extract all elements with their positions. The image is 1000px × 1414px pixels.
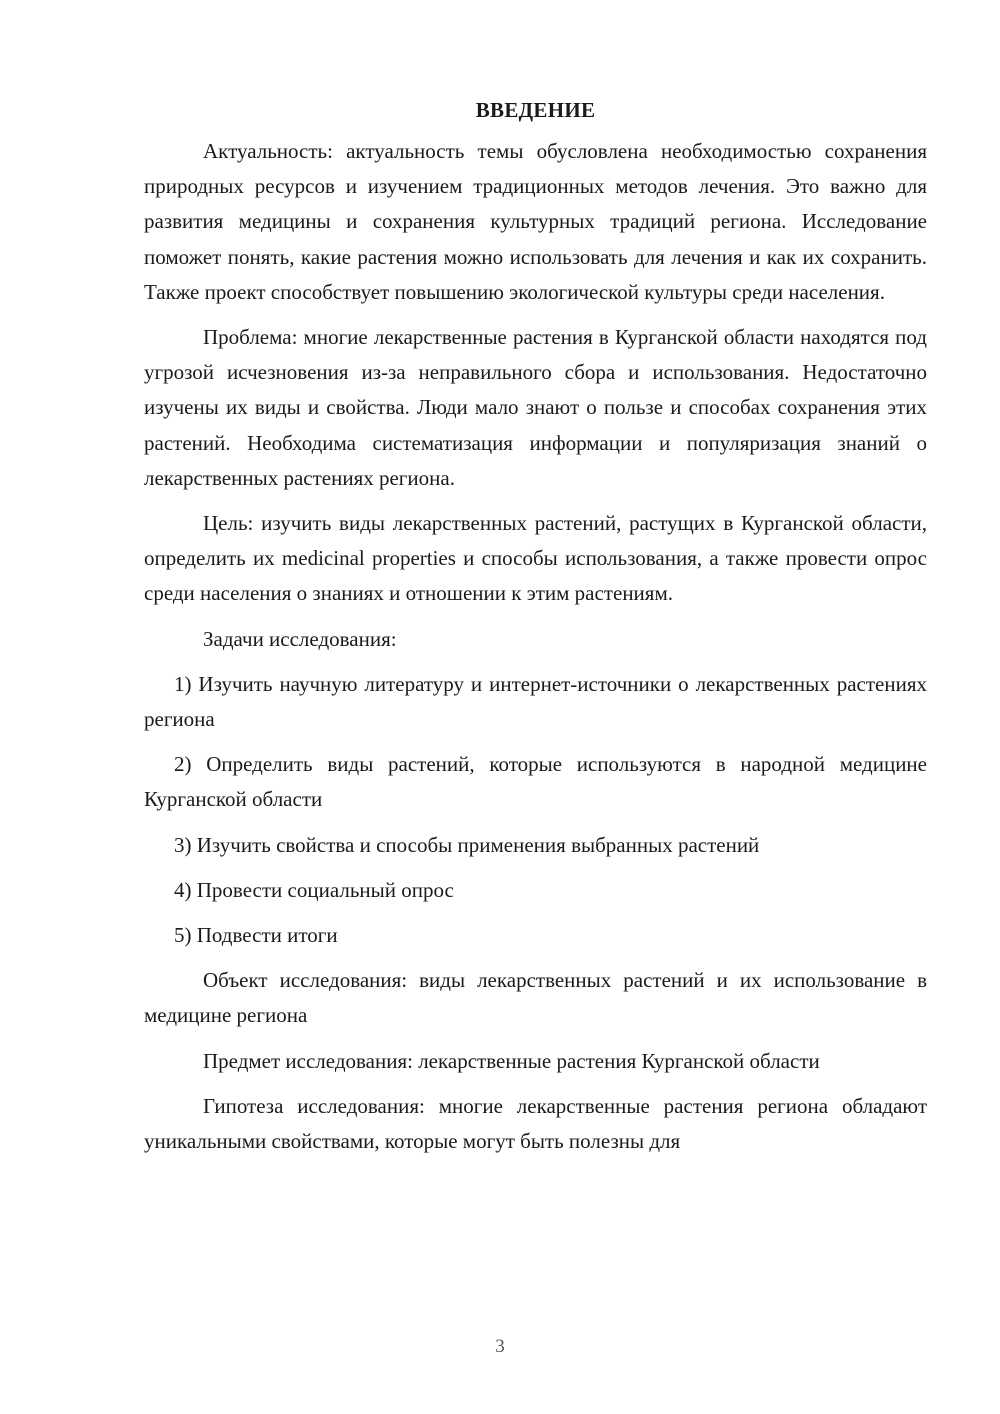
task-item-5: 5) Подвести итоги bbox=[174, 923, 338, 948]
document-page bbox=[144, 96, 927, 1159]
task-item-3: 3) Изучить свойства и способы применения выбранных растений bbox=[174, 832, 760, 857]
page-number: 3 bbox=[495, 1336, 505, 1357]
paragraph-problem: Проблема: многие лекарственные растения в Курганской области находятся под угрозой исчезновения из-за неправильного сбора и использования. Недостаточно изучены их виды и свойства. Люди мало знают о пользе и способах сохранения этих растений. Необходима систематизация информации и популяризация знаний о лекарственных растениях региона. bbox=[144, 325, 927, 490]
section-title: ВВЕДЕНИЕ bbox=[475, 98, 596, 122]
task-item-2: 2) Определить виды растений, которые используются в народной медицине Курганской области bbox=[144, 752, 927, 812]
paragraph-tasks-heading: Задачи исследования: bbox=[203, 626, 397, 651]
task-item-1: 1) Изучить научную литературу и интернет-источники о лекарственных растениях региона bbox=[144, 671, 927, 732]
paragraph-goal: Цель: изучить виды лекарственных растений, растущих в Курганской области, определить их medicinal properties и способы использования, а также провести опрос среди населения о знаниях и отношении к этим растениям. bbox=[144, 511, 927, 606]
paragraph-hypothesis: Гипотеза исследования: многие лекарственные растения региона обладают уникальными свойствами, которые могут быть полезны для bbox=[144, 1093, 927, 1154]
task-item-4: 4) Провести социальный опрос bbox=[174, 877, 454, 902]
paragraph-object: Объект исследования: виды лекарственных растений и их использование в медицине региона bbox=[144, 968, 927, 1028]
paragraph-relevance: Актуальность: актуальность темы обусловлена необходимостью сохранения природных ресурсов и изучением традиционных методов лечения. Это важно для развития медицины и сохранения культурных традиций региона. Исследование поможет понять, какие растения можно использовать для лечения и как их сохранить. Также проект способствует повышению экологической культуры среди населения. bbox=[144, 139, 927, 304]
paragraph-subject: Предмет исследования: лекарственные растения Курганской области bbox=[203, 1048, 820, 1073]
